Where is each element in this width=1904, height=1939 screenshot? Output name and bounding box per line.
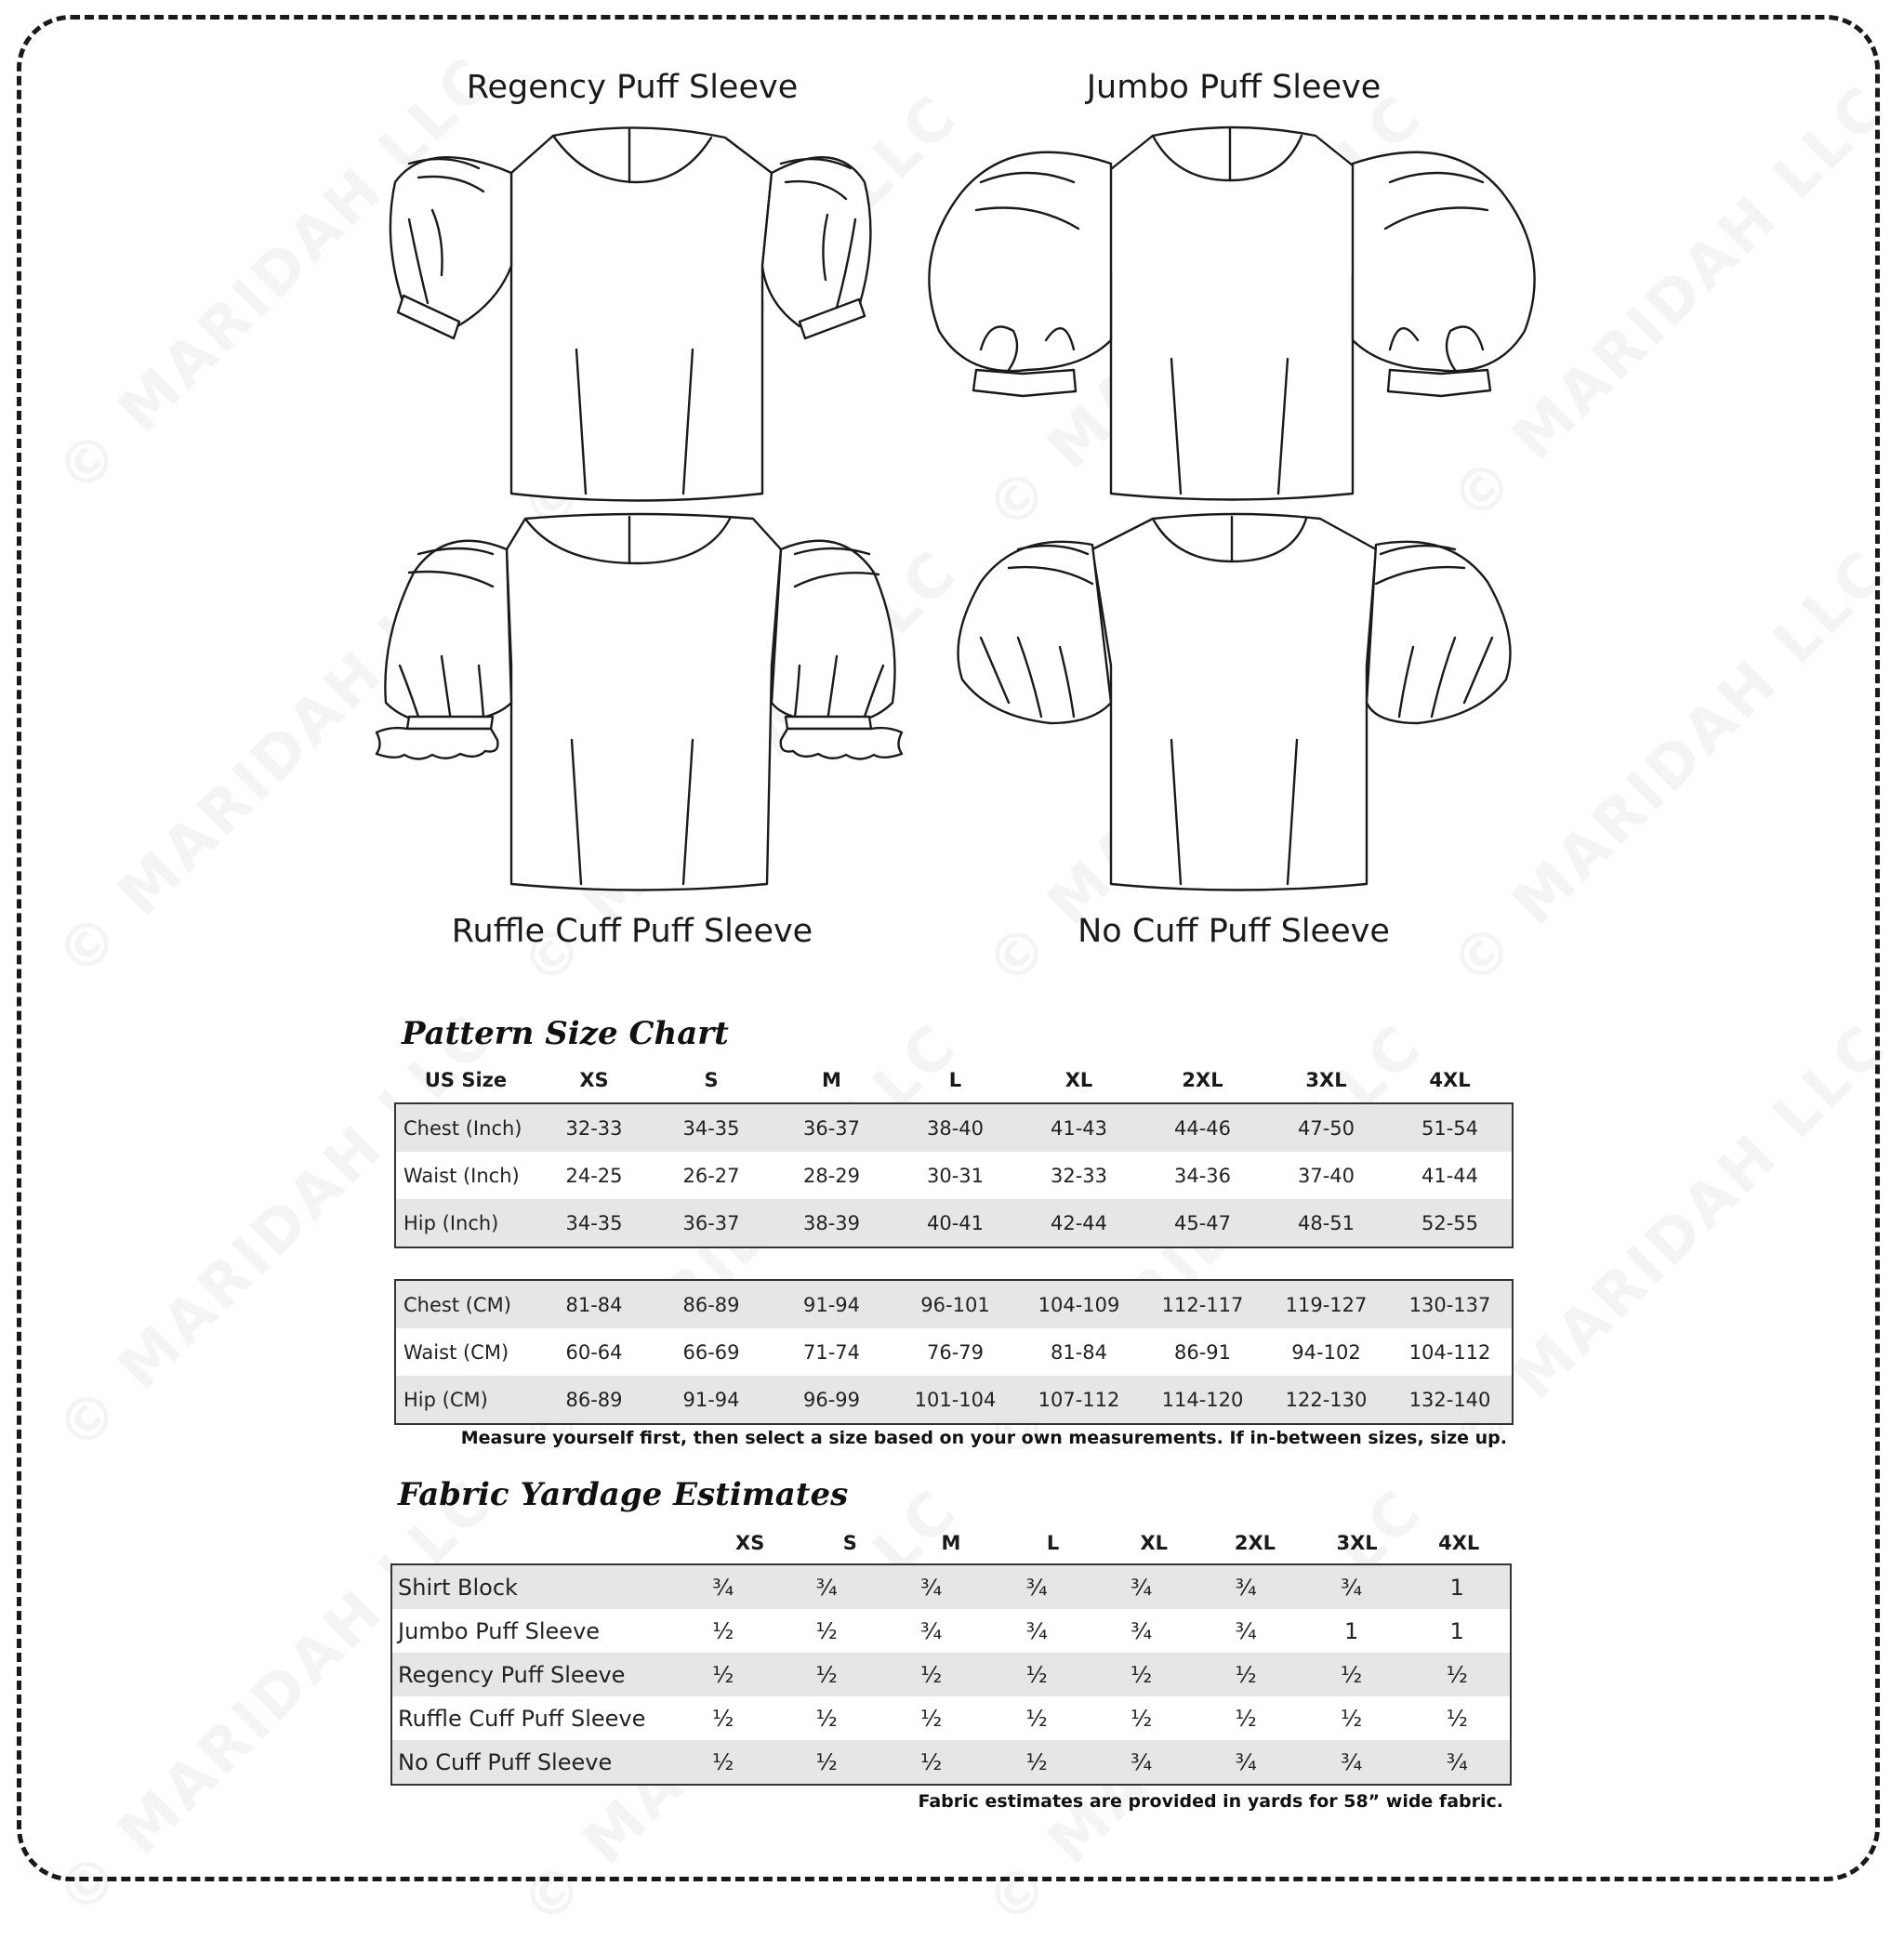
size-chart-header (396, 1069, 1512, 1091)
cell: 51-54 (1388, 1104, 1512, 1152)
cell: 114-120 (1141, 1376, 1264, 1423)
jumbo-puff-sleeve-label: Jumbo Puff Sleeve (1086, 69, 1382, 106)
size-header: M (822, 1069, 841, 1091)
yardage-note: Fabric estimates are provided in yards for 58” wide fabric. (918, 1791, 1503, 1812)
cell: 81-84 (1017, 1328, 1141, 1376)
cell: 45-47 (1141, 1199, 1264, 1246)
row-label: Hip (Inch) (396, 1199, 536, 1246)
cell: 60-64 (536, 1328, 653, 1376)
yardage-table (392, 1565, 1510, 1784)
cell: ¾ (1090, 1565, 1193, 1609)
cell: ½ (1299, 1696, 1405, 1740)
cell: ½ (984, 1740, 1090, 1784)
cell: 34-36 (1141, 1152, 1264, 1199)
cell: 41-44 (1388, 1152, 1512, 1199)
cell: 130-137 (1388, 1281, 1512, 1328)
row-label: Waist (Inch) (396, 1152, 536, 1199)
cell: ¾ (1193, 1609, 1299, 1653)
cell: ¾ (984, 1565, 1090, 1609)
table-row (396, 1281, 1512, 1328)
row-label: Waist (CM) (396, 1328, 536, 1376)
size-header: 2XL (1182, 1069, 1223, 1091)
cell: 36-37 (770, 1104, 893, 1152)
size-header: S (704, 1069, 719, 1091)
yardage-header-spacer (392, 1532, 700, 1554)
cell: ½ (1090, 1653, 1193, 1696)
cell: 1 (1299, 1609, 1405, 1653)
cell: ½ (984, 1696, 1090, 1740)
cell: 44-46 (1141, 1104, 1264, 1152)
cell: ½ (1299, 1653, 1405, 1696)
cell: ¾ (1299, 1565, 1405, 1609)
cell: ½ (1193, 1653, 1299, 1696)
size-chart-cm-table (396, 1281, 1512, 1423)
table-row (396, 1328, 1512, 1376)
cell: 119-127 (1264, 1281, 1388, 1328)
cell: ½ (984, 1653, 1090, 1696)
cell: 81-84 (536, 1281, 653, 1328)
cell: 101-104 (893, 1376, 1017, 1423)
regency-puff-sleeve-sketch (390, 126, 874, 498)
cell: 91-94 (770, 1281, 893, 1328)
size-header: S (842, 1532, 857, 1554)
cell: 32-33 (536, 1104, 653, 1152)
size-header: 4XL (1429, 1069, 1471, 1091)
cell: ½ (671, 1696, 774, 1740)
table-row (392, 1653, 1510, 1696)
yardage-header (392, 1532, 1510, 1554)
cell: 71-74 (770, 1328, 893, 1376)
size-header: M (941, 1532, 961, 1554)
table-row (396, 1376, 1512, 1423)
cell: 112-117 (1141, 1281, 1264, 1328)
row-label: No Cuff Puff Sleeve (392, 1740, 671, 1784)
cell: ½ (671, 1740, 774, 1784)
jumbo-puff-sleeve-sketch (925, 126, 1539, 498)
cell: ½ (879, 1696, 985, 1740)
cell: ½ (671, 1609, 774, 1653)
cell: 1 (1404, 1609, 1510, 1653)
size-header: XL (1064, 1069, 1093, 1091)
cell: 52-55 (1388, 1199, 1512, 1246)
us-size-header: US Size (424, 1069, 508, 1091)
regency-puff-sleeve-label: Regency Puff Sleeve (466, 69, 799, 106)
cell: 34-35 (536, 1199, 653, 1246)
cell: ½ (1090, 1696, 1193, 1740)
size-header: 2XL (1234, 1532, 1276, 1554)
cell: ¾ (671, 1565, 774, 1609)
cell: 26-27 (653, 1152, 770, 1199)
cell: 30-31 (893, 1152, 1017, 1199)
table-row (396, 1104, 1512, 1152)
cell: 104-109 (1017, 1281, 1141, 1328)
cell: 104-112 (1388, 1328, 1512, 1376)
cell: 94-102 (1264, 1328, 1388, 1376)
cell: 42-44 (1017, 1199, 1141, 1246)
cell: 38-40 (893, 1104, 1017, 1152)
cell: 24-25 (536, 1152, 653, 1199)
table-row (392, 1609, 1510, 1653)
cell: 38-39 (770, 1199, 893, 1246)
cell: 32-33 (1017, 1152, 1141, 1199)
cell: 36-37 (653, 1199, 770, 1246)
cell: ¾ (1193, 1740, 1299, 1784)
size-header: XS (735, 1532, 765, 1554)
cell: 37-40 (1264, 1152, 1388, 1199)
cell: ½ (879, 1740, 985, 1784)
cell: ¾ (1193, 1565, 1299, 1609)
cell: ½ (879, 1653, 985, 1696)
cell: ¾ (774, 1565, 878, 1609)
cell: 76-79 (893, 1328, 1017, 1376)
no-cuff-puff-sleeve-label: No Cuff Puff Sleeve (1078, 913, 1390, 950)
size-header: L (948, 1069, 962, 1091)
cell: ¾ (1090, 1740, 1193, 1784)
row-label: Regency Puff Sleeve (392, 1653, 671, 1696)
size-header: XL (1140, 1532, 1169, 1554)
row-label: Shirt Block (392, 1565, 671, 1609)
cell: 48-51 (1264, 1199, 1388, 1246)
cell: ½ (774, 1653, 878, 1696)
table-row (396, 1152, 1512, 1199)
table-row (392, 1565, 1510, 1609)
row-label: Ruffle Cuff Puff Sleeve (392, 1696, 671, 1740)
size-header: XS (579, 1069, 609, 1091)
cell: ¾ (1299, 1740, 1405, 1784)
row-label: Jumbo Puff Sleeve (392, 1609, 671, 1653)
cell: 66-69 (653, 1328, 770, 1376)
size-chart-note: Measure yourself first, then select a size based on your own measurements. If in-between sizes, size up. (460, 1428, 1507, 1448)
cell: ½ (1404, 1696, 1510, 1740)
table-row (396, 1199, 1512, 1246)
cell: 96-101 (893, 1281, 1017, 1328)
row-label: Chest (Inch) (396, 1104, 536, 1152)
ruffle-cuff-puff-sleeve-label: Ruffle Cuff Puff Sleeve (451, 913, 813, 950)
cell: ½ (671, 1653, 774, 1696)
cell: 41-43 (1017, 1104, 1141, 1152)
cell: 86-91 (1141, 1328, 1264, 1376)
cell: 40-41 (893, 1199, 1017, 1246)
cell: ¾ (984, 1609, 1090, 1653)
size-chart-inch-table (396, 1104, 1512, 1246)
cell: ½ (1193, 1696, 1299, 1740)
size-header: 3XL (1305, 1069, 1347, 1091)
cell: 34-35 (653, 1104, 770, 1152)
cell: ¾ (879, 1565, 985, 1609)
size-header: L (1046, 1532, 1060, 1554)
table-row (392, 1740, 1510, 1784)
size-header: 3XL (1336, 1532, 1378, 1554)
cell: 86-89 (653, 1281, 770, 1328)
cell: ¾ (1404, 1740, 1510, 1784)
row-label: Chest (CM) (396, 1281, 536, 1328)
cell: ½ (774, 1740, 878, 1784)
yardage-title: Fabric Yardage Estimates (398, 1476, 849, 1513)
cell: ½ (774, 1696, 878, 1740)
table-row (392, 1696, 1510, 1740)
row-label: Hip (CM) (396, 1376, 536, 1423)
cell: 47-50 (1264, 1104, 1388, 1152)
cell: ½ (774, 1609, 878, 1653)
cell: ½ (1404, 1653, 1510, 1696)
cell: 91-94 (653, 1376, 770, 1423)
ruffle-cuff-puff-sleeve-sketch (372, 517, 902, 889)
no-cuff-puff-sleeve-sketch (953, 517, 1529, 889)
cell: ¾ (879, 1609, 985, 1653)
cell: 122-130 (1264, 1376, 1388, 1423)
cell: 107-112 (1017, 1376, 1141, 1423)
cell: 1 (1404, 1565, 1510, 1609)
cell: ¾ (1090, 1609, 1193, 1653)
cell: 86-89 (536, 1376, 653, 1423)
cell: 96-99 (770, 1376, 893, 1423)
size-header: 4XL (1438, 1532, 1480, 1554)
cell: 132-140 (1388, 1376, 1512, 1423)
cell: 28-29 (770, 1152, 893, 1199)
size-chart-title: Pattern Size Chart (402, 1015, 729, 1052)
